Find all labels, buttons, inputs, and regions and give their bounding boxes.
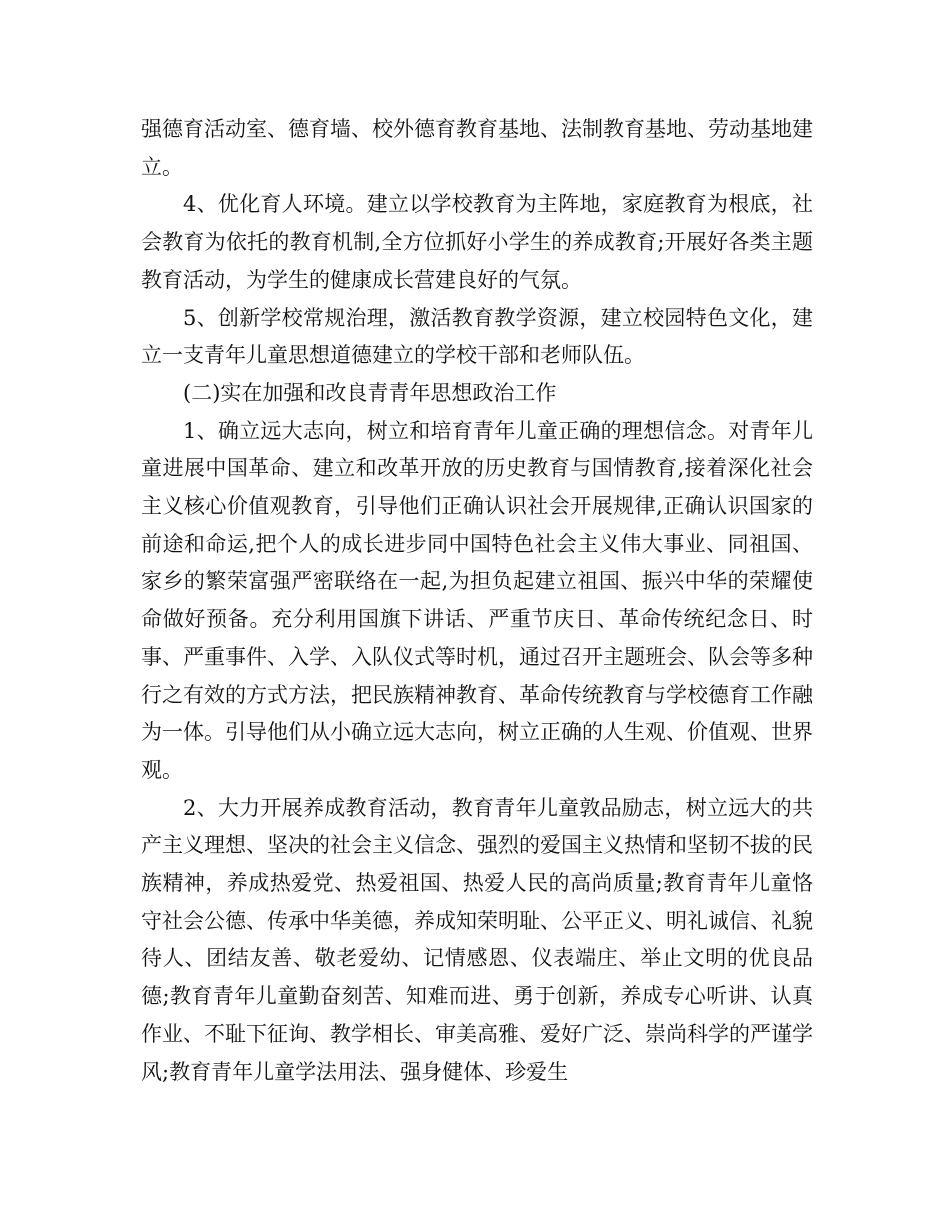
section-heading-2: (二)实在加强和改良青青年思想政治工作	[183, 380, 557, 405]
paragraph-item-2: 2、大力开展养成教育活动，教育青年儿童敦品励志，树立远大的共产主义理想、坚决的社会主义信念、强烈的爱国主义热情和坚韧不拔的民族精神，养成热爱党、热爱祖国、热爱人民的高尚质量;教育青年儿童恪守社会公德、传承中华美德，养成知荣明耻、公平正义、明礼诚信、礼貌待人、团结友善、敬老爱幼、记情感恩、仪表端庄、举止文明的优良品德;教育青年儿童勤奋刻苦、知难而进、勇于创新，养成专心听讲、认真作业、不耻下征询、教学相长、审美高雅、爱好广泛、崇尚科学的严谨学风;教育青年儿童学法用法、强身健体、珍爱生	[141, 795, 813, 1084]
paragraph-item-1: 1、确立远大志向，树立和培育青年儿童正确的理想信念。对青年儿童进展中国革命、建立和改革开放的历史教育与国情教育,接着深化社会主义核心价值观教育，引导他们正确认识社会开展规律,正确认识国家的前途和命运,把个人的成长进步同中国特色社会主义伟大事业、同祖国、家乡的繁荣富强严密联络在一起,为担负起建立祖国、振兴中华的荣耀使命做好预备。充分利用国旗下讲话、严重节庆日、革命传统纪念日、时事、严重事件、入学、入队仪式等时机，通过召开主题班会、队会等多种行之有效的方式方法，把民族精神教育、革命传统教育与学校德育工作融为一体。引导他们从小确立远大志向，树立正确的人生观、价值观、世界观。	[141, 418, 813, 782]
paragraph-item-5: 5、创新学校常规治理，激活教育教学资源，建立校园特色文化，建立一支青年儿童思想道德建立的学校干部和老师队伍。	[141, 305, 813, 368]
paragraph-item-4: 4、优化育人环境。建立以学校教育为主阵地，家庭教育为根底，社会教育为依托的教育机制,全方位抓好小学生的养成教育;开展好各类主题教育活动，为学生的健康成长营建良好的气氛。	[141, 192, 813, 292]
paragraph-continuation: 强德育活动室、德育墙、校外德育教育基地、法制教育基地、劳动基地建立。	[141, 117, 813, 179]
document-body	[141, 111, 813, 1091]
